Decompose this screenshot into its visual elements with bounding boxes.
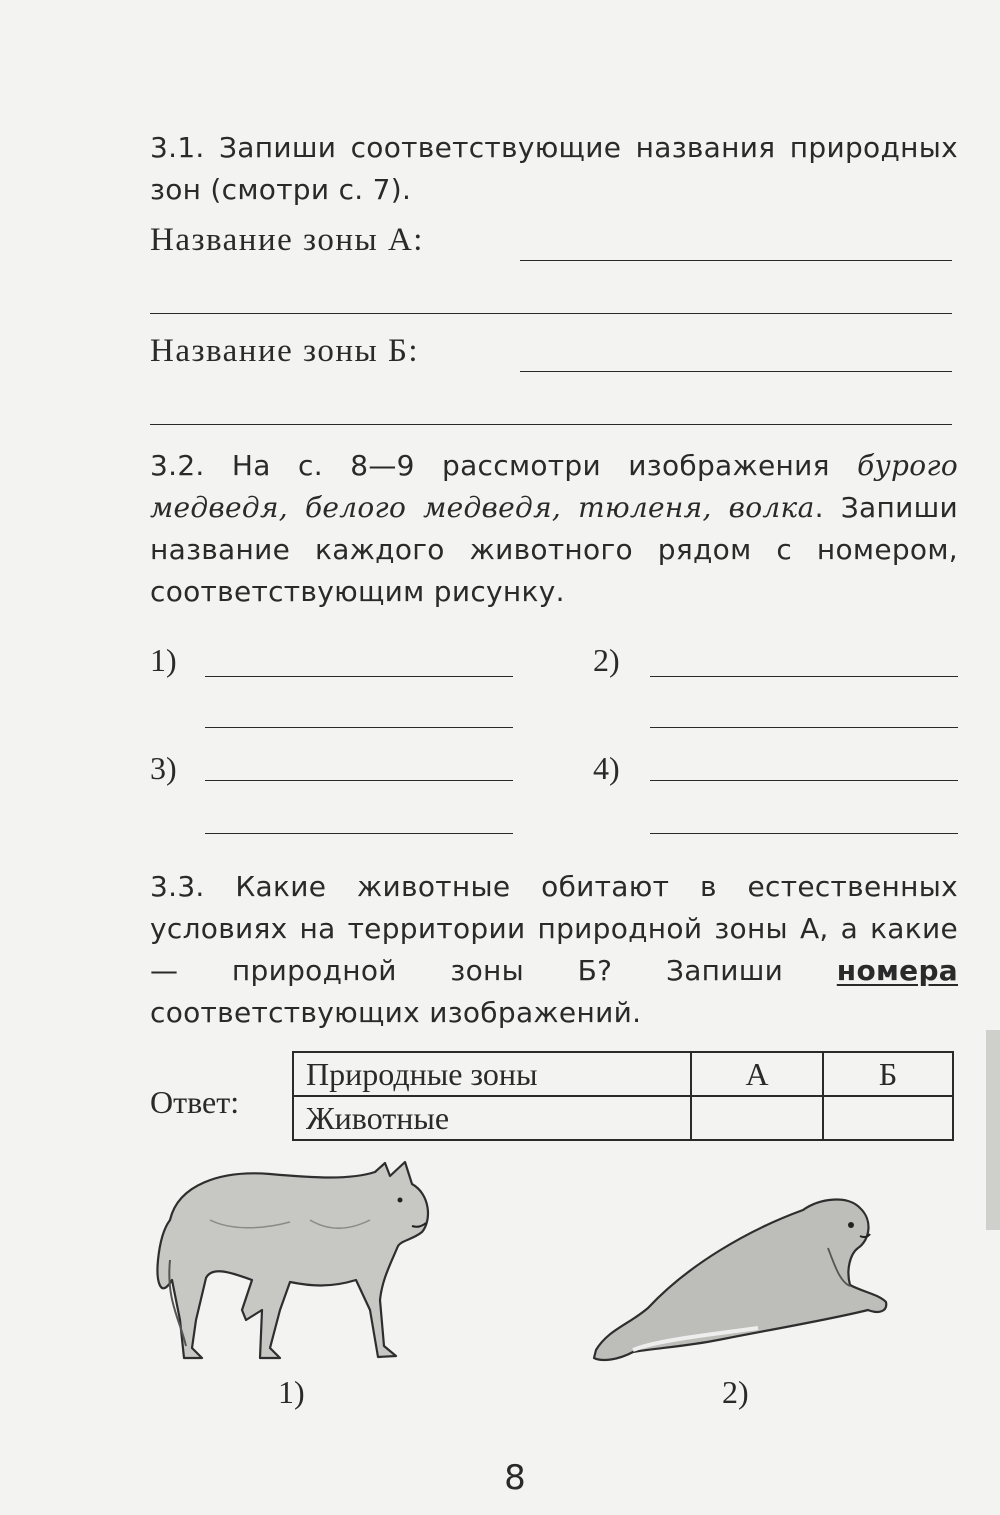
table-row [293,1096,953,1140]
zone-a-answer-line-2[interactable] [150,313,952,314]
row-label-animals: Животные [293,1096,691,1140]
task-3-3-bold: номера [836,954,958,987]
answer-cell-b[interactable] [823,1096,953,1140]
animal-label-1: 1) [150,642,177,678]
table-row [293,1052,953,1096]
task-3-2-animals: бурого медведя, белого медведя, тюленя, волка [150,449,958,524]
animal-1-line-2[interactable] [205,727,513,728]
header-a: А [691,1052,823,1096]
animal-4-line-2[interactable] [650,833,958,834]
seal-illustration [588,1190,893,1370]
task-3-3-suffix: соответствующих изображений. [150,996,642,1029]
task-3-1-text: 3.1. Запиши соответствующие названия природных зон (смотри с. 7). [150,131,958,206]
zone-b-answer-line[interactable] [520,371,952,372]
answer-cell-a[interactable] [691,1096,823,1140]
answer-label: Ответ: [150,1084,240,1120]
animal-3-line[interactable] [205,780,513,781]
zone-a-label: Название зоны А: [150,222,424,258]
task-3-3-text [150,866,958,1034]
wolf-label: 1) [278,1374,305,1410]
animal-label-2: 2) [593,642,620,678]
zone-b-label: Название зоны Б: [150,333,420,369]
animal-2-line-2[interactable] [650,727,958,728]
animal-label-4: 4) [593,750,620,786]
animal-1-line[interactable] [205,676,513,677]
animal-3-line-2[interactable] [205,833,513,834]
header-b: Б [823,1052,953,1096]
header-zones: Природные зоны [293,1052,691,1096]
seal-label: 2) [722,1374,749,1410]
wolf-illustration [150,1160,440,1370]
task-3-3-prefix: 3.3. Какие животные обитают в естественных условиях на территории природной зоны А, а какие — природной зоны Б? Запиши [150,870,958,987]
answer-table [292,1051,954,1141]
zone-b-answer-line-2[interactable] [150,424,952,425]
task-3-2-prefix: 3.2. На с. 8—9 рассмотри изображения [150,449,858,482]
animal-label-3: 3) [150,750,177,786]
task-3-2-suffix: . Запиши название каждого животного рядом с номером, соответствующим рисунку. [150,491,959,608]
task-3-2-text [150,445,958,613]
animal-2-line[interactable] [650,676,958,677]
zone-a-answer-line[interactable] [520,260,952,261]
page-edge [986,1030,1000,1230]
page-number: 8 [504,1458,526,1498]
animal-4-line[interactable] [650,780,958,781]
